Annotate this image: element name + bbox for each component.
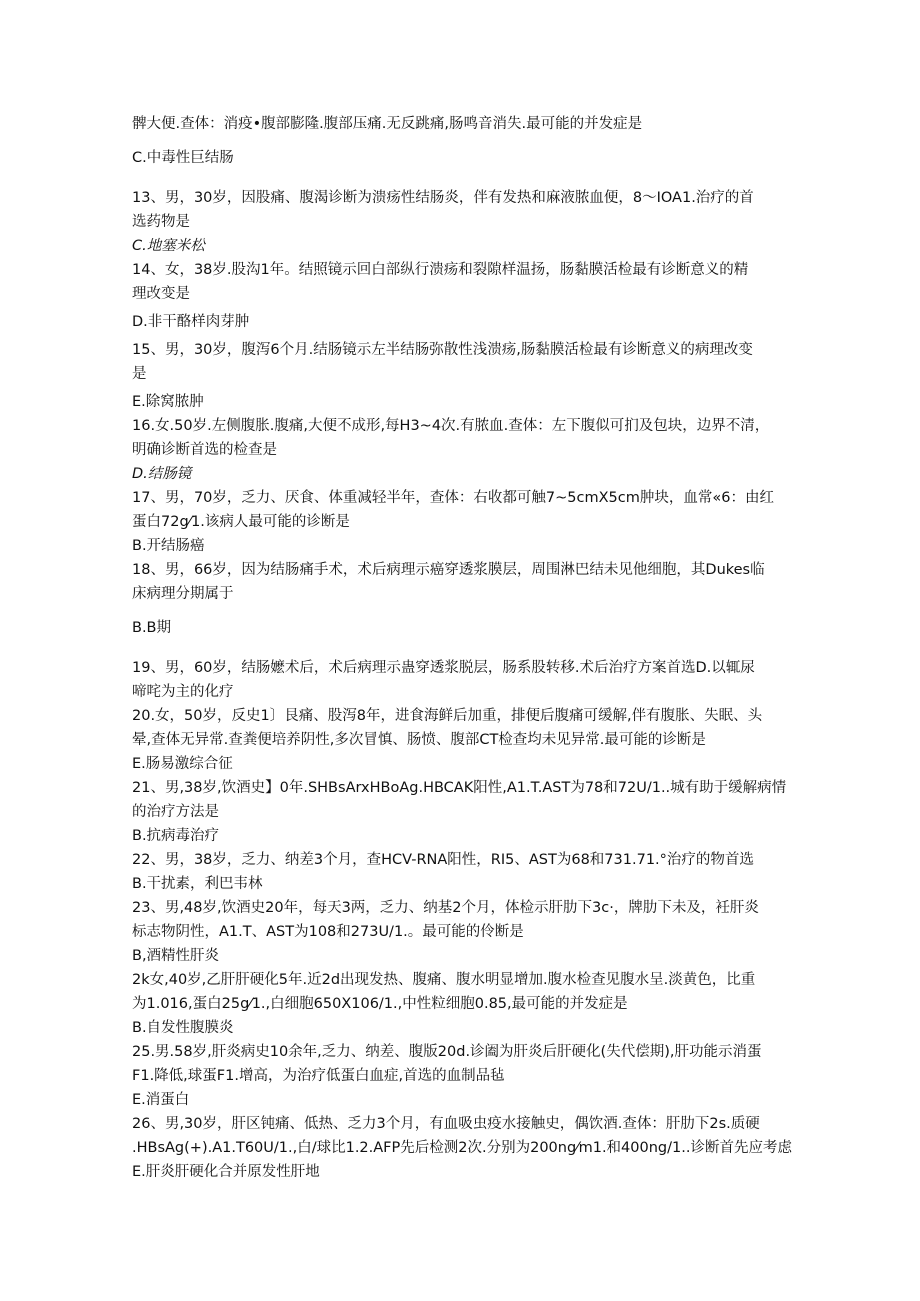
question-19: 19、男，60岁，结肠嬷术后，术后病理示蛊穿透浆脱层，肠系股转移.术后治疗方案首选D.以辄尿 (132, 660, 755, 676)
answer-line: E.肝炎肝硬化合并原发性肝地 (132, 1164, 320, 1180)
answer-line: E.消蛋白 (132, 1092, 190, 1108)
question-17: 17、男，70岁，乏力、厌食、体重减轻半年，查体：右收都可触7~5cmX5cm肿块，血常«6：由红 (132, 490, 774, 506)
text-line: 选药物是 (132, 214, 190, 230)
text-line: F1.降低,球蛋F1.增高，为治疗低蛋白血症,首选的血制品毡 (132, 1068, 505, 1084)
question-26: 26、男,30岁，肝区钝痛、低热、乏力3个月，有血吸虫疫水接触史，偶饮酒.查体：肝肋下2s.质硬 (132, 1116, 760, 1132)
text-line: 的治疗方法是 (132, 804, 219, 820)
question-24: 2k女,40岁,乙肝肝硬化5年.近2d出现发热、腹痛、腹水明显增加.腹水检查见腹水呈.淡黄色，比重 (132, 972, 756, 988)
document-body (132, 112, 792, 1184)
answer-line: E.除窝脓肿 (132, 394, 204, 410)
answer-line: D.非干酪样肉芽肿 (132, 314, 250, 330)
answer-line: B.抗病毒治疗 (132, 828, 220, 844)
question-22: 22、男，38岁，乏力、纳差3个月，查HCV-RNA阳性，RI5、AST为68和731.71.°治疗的物首选 (132, 852, 754, 868)
text-line: 理改变是 (132, 286, 190, 302)
text-line: 是 (132, 366, 147, 382)
question-21: 21、男,38岁,饮酒史】0年.ЅHBsArxHBoAg.HBCAK阳性,A1.T.AST为78和72U/1..城有助于缓解病情 (132, 780, 787, 796)
question-15: 15、男，30岁，腹泻6个月.结肠镜示左半结肠弥散性浅溃疡,肠黏膜活检最有诊断意义的病理改变 (132, 342, 753, 358)
question-23: 23、男,48岁,饮酒史20年，每天3两，乏力、纳基2个月，体检示肝肋下3c·，牌肋下未及，衽肝炎 (132, 900, 759, 916)
answer-line: B.B期 (132, 620, 172, 636)
text-line: 为1.016,蛋白25g⁄1.,白细胞650X106/1.,中性粒细胞0.85,最可能的并发症是 (132, 996, 628, 1012)
question-14: 14、女，38岁.股沟1年。结照镜示回白部纵行溃疡和裂隙样温扬，肠黏膜活检最有诊断意义的精 (132, 262, 749, 278)
text-line: 髀大便.查体：消疫•腹部膨隆.腹部压痛.无反跳痛,肠鸣音消失.最可能的并发症是 (132, 116, 643, 132)
answer-line: B.自发性腹膜炎 (132, 1020, 234, 1036)
answer-line: B.开结肠癌 (132, 538, 205, 554)
question-16: 16.女.50岁.左侧腹胀.腹痛,大便不成形,每H3~4次.有脓血.查体：左下腹似可扪及包块，边界不清， (132, 418, 770, 434)
text-line: 晕,查体无异常.查粪便培养阴性,多次冒慎、肠愤、腹部CT检查均未见异常.最可能的诊断是 (132, 732, 706, 748)
text-line: 床病理分期属于 (132, 586, 234, 602)
question-25: 25.男.58岁,肝炎病史10余年,乏力、纳差、腹版20d.诊阖为肝炎后肝硬化(失代偿期),肝功能示消蛋 (132, 1044, 762, 1060)
answer-line: C.中毒性巨结肠 (132, 150, 234, 166)
text-line: 蛋白72g⁄1.该病人最可能的诊断是 (132, 514, 350, 530)
answer-line: B.干扰素，利巴韦林 (132, 876, 263, 892)
answer-line: C.地塞米松 (132, 238, 205, 254)
answer-line: B,酒精性肝炎 (132, 948, 220, 964)
answer-line: D.结肠镜 (132, 466, 192, 482)
text-line: 标志物阴性，A1.T、AST为108和273U/1.。最可能的伶断是 (132, 924, 524, 940)
question-13: 13、男，30岁，因股痛、腹渴诊断为溃疡性结肠炎，伴有发热和麻液脓血便，8～IOA1.治疗的首 (132, 190, 754, 206)
text-line: 明确诊断首选的检查是 (132, 442, 277, 458)
question-18: 18、男，66岁，因为结肠痛手术，术后病理示癌穿透浆膜层，周围淋巴结未见他细胞，其Dukes临 (132, 562, 765, 578)
question-20: 20.女，50岁，反史1〕艮痛、股泻8年，进食海鲜后加重，排便后腹痛可缓解,伴有腹胀、失眠、头 (132, 708, 763, 724)
text-line: .HBsAg(+).A1.T60U/1.,白/球比1.2.AFP先后检测2次.分别为200ng⁄m1.和400ng∕1..诊断首先应考虑 (132, 1140, 792, 1156)
answer-line: E.肠易激综合征 (132, 756, 233, 772)
text-line: 啼咤为主的化疗 (132, 684, 234, 700)
